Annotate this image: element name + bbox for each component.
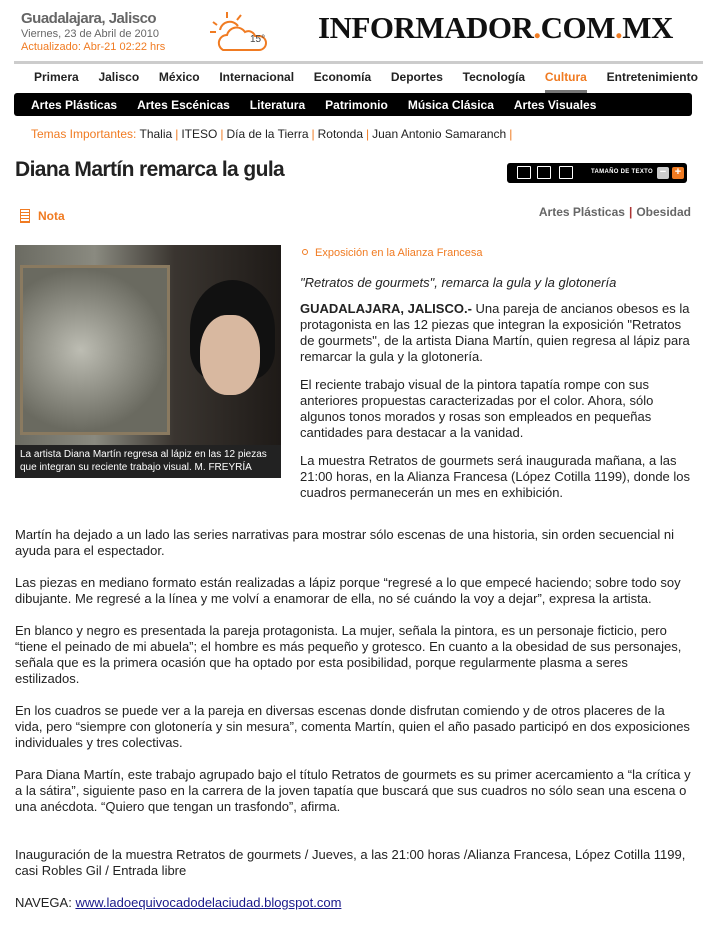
current-date: Viernes, 23 de Abril de 2010 bbox=[21, 28, 160, 40]
sub-nav bbox=[14, 93, 692, 116]
document-icon bbox=[20, 209, 30, 223]
tema-link[interactable]: Juan Antonio Samaranch bbox=[372, 127, 507, 141]
article-body-top bbox=[300, 275, 692, 513]
text-size-label: TAMAÑO DE TEXTO bbox=[591, 169, 653, 175]
subnav-patrimonio[interactable]: Patrimonio bbox=[325, 98, 388, 112]
nav-tecnologia[interactable]: Tecnología bbox=[462, 70, 526, 84]
subnav-artes-visuales[interactable]: Artes Visuales bbox=[513, 98, 597, 112]
nav-jalisco[interactable]: Jalisco bbox=[98, 70, 140, 84]
nav-deportes[interactable]: Deportes bbox=[390, 70, 443, 84]
subnav-literatura[interactable]: Literatura bbox=[249, 98, 306, 112]
article-body bbox=[15, 527, 695, 927]
navega-line bbox=[15, 895, 695, 911]
paragraph: El reciente trabajo visual de la pintora tapatía rompe con sus anteriores propuestas caracterizadas por el color. Ahora, sólo algunos tonos morados y rosas son empleados en pequeñas cantidades para destacar a la vanidad. bbox=[300, 377, 654, 440]
tema-link[interactable]: ITESO bbox=[181, 127, 218, 141]
article-photo[interactable] bbox=[15, 245, 281, 478]
temas-label: Temas Importantes: bbox=[31, 127, 137, 141]
header-divider bbox=[14, 61, 703, 64]
article-type bbox=[20, 209, 65, 223]
subnav-artes-escenicas[interactable]: Artes Escénicas bbox=[137, 98, 230, 112]
city-name: Guadalajara, Jalisco bbox=[21, 10, 157, 27]
nav-entretenimiento[interactable]: Entretenimiento bbox=[606, 70, 698, 84]
paragraph: En blanco y negro es presentada la pareja protagonista. La mujer, señala la pintora, es un personaje ficticio, pero “tiene el peinado de mi abuela”; el hombre es más pequeño y grotesco. En cuanto a la obesidad de sus personajes, señala que es la primera ocasión que ha optado por esta posibilidad, porque regularmente plasma a seres estilizados. bbox=[15, 623, 682, 686]
nav-economia[interactable]: Economía bbox=[313, 70, 372, 84]
print-icon[interactable] bbox=[559, 166, 573, 179]
bullet-icon bbox=[302, 249, 308, 255]
nav-primera[interactable]: Primera bbox=[34, 70, 79, 84]
paragraph: En los cuadros se puede ver a la pareja en diversas escenas donde disfrutan comiendo y de otros placeres de la vida, pero “siempre con glotonería y sin mesura”, comenta Martín, quien el año pasado participó en dos exposiciones individuales y tres colectivas. bbox=[15, 703, 690, 750]
article-toolbar bbox=[507, 163, 687, 183]
photo-caption: La artista Diana Martín regresa al lápiz en las 12 piezas que integran su reciente trabajo visual. M. FREYRÍA bbox=[15, 445, 281, 478]
paragraph: Para Diana Martín, este trabajo agrupado bajo el título Retratos de gourmets es su primer acercamiento a “la crítica y a la sátira”, siguiente paso en la carrera de la joven tapatía que buscará que sus cuadros no sólo sean una escena o una anécdota. “Quiero que tengan un trasfondo”, afirma. bbox=[15, 767, 691, 814]
category-link[interactable]: Artes Plásticas bbox=[538, 205, 625, 219]
paragraph: Martín ha dejado a un lado las series narrativas para mostrar sólo escenas de una historia, sin orden secuencial ni ayuda para el espectador. bbox=[15, 527, 675, 558]
increase-text-button[interactable]: + bbox=[672, 167, 684, 179]
paragraph: La muestra Retratos de gourmets será inaugurada mañana, a las 21:00 horas, en la Alianza Francesa (López Cotilla 1199), donde los cuadros permanecerán un mes en exhibición. bbox=[300, 453, 691, 500]
paragraph: Inauguración de la muestra Retratos de gourmets / Jueves, a las 21:00 horas /Alianza Francesa, López Cotilla 1199, casi Robles Gil / Entrada libre bbox=[15, 847, 686, 878]
temperature: 15° bbox=[250, 34, 266, 45]
dateline: GUADALAJARA, JALISCO.- bbox=[300, 301, 472, 316]
weather-widget[interactable] bbox=[205, 10, 275, 55]
main-nav bbox=[34, 70, 698, 84]
tema-link[interactable]: Día de la Tierra bbox=[226, 127, 309, 141]
article-title: Diana Martín remarca la gula bbox=[15, 158, 285, 181]
article-categories: Artes Plásticas | Obesidad bbox=[538, 205, 691, 219]
category-link[interactable]: Obesidad bbox=[636, 205, 691, 219]
temas-importantes: Temas Importantes: Thalia | ITESO | Día de la Tierra | Rotonda | Juan Antonio Samaranch | bbox=[31, 127, 513, 141]
navega-link[interactable]: www.ladoequivocadodelaciudad.blogspot.com bbox=[75, 895, 342, 910]
paragraph: Las piezas en mediano formato están realizadas a lápiz porque “regresé a lo que empecé haciendo; sobre todo soy dibujante. Me regresé a la línea y me volví a enamorar de ella, no sé cuándo la voy a dejar”, expresa la artista. bbox=[15, 575, 681, 606]
share-icon[interactable] bbox=[517, 166, 531, 179]
paragraph-text: Una pareja de ancianos obesos es la protagonista en las 12 piezas que integran la exposición "Retratos de gourmets", de la artista Diana Martín, quien regresa al lápiz para remarcar la gula y la glotonería. bbox=[300, 301, 690, 364]
sun-cloud-icon bbox=[205, 10, 275, 55]
related-link[interactable]: Exposición en la Alianza Francesa bbox=[315, 247, 483, 259]
tema-link[interactable]: Rotonda bbox=[317, 127, 363, 141]
article-type-label: Nota bbox=[38, 209, 65, 223]
updated-time: Actualizado: Abr-21 02:22 hrs bbox=[21, 41, 166, 53]
tema-link[interactable]: Thalia bbox=[139, 127, 173, 141]
nav-cultura[interactable]: Cultura bbox=[544, 70, 587, 84]
email-icon[interactable] bbox=[537, 166, 551, 179]
related-link-item[interactable] bbox=[302, 247, 483, 259]
nav-internacional[interactable]: Internacional bbox=[219, 70, 295, 84]
subnav-musica-clasica[interactable]: Música Clásica bbox=[407, 98, 494, 112]
nav-mexico[interactable]: México bbox=[158, 70, 200, 84]
navega-label: NAVEGA: bbox=[15, 895, 76, 910]
article-subtitle: "Retratos de gourmets", remarca la gula y la glotonería bbox=[300, 275, 617, 290]
decrease-text-button[interactable]: − bbox=[657, 167, 669, 179]
subnav-artes-plasticas[interactable]: Artes Plásticas bbox=[31, 98, 118, 112]
paragraph bbox=[300, 301, 692, 365]
site-logo[interactable]: INFORMADOR.COM.MX bbox=[318, 10, 673, 45]
